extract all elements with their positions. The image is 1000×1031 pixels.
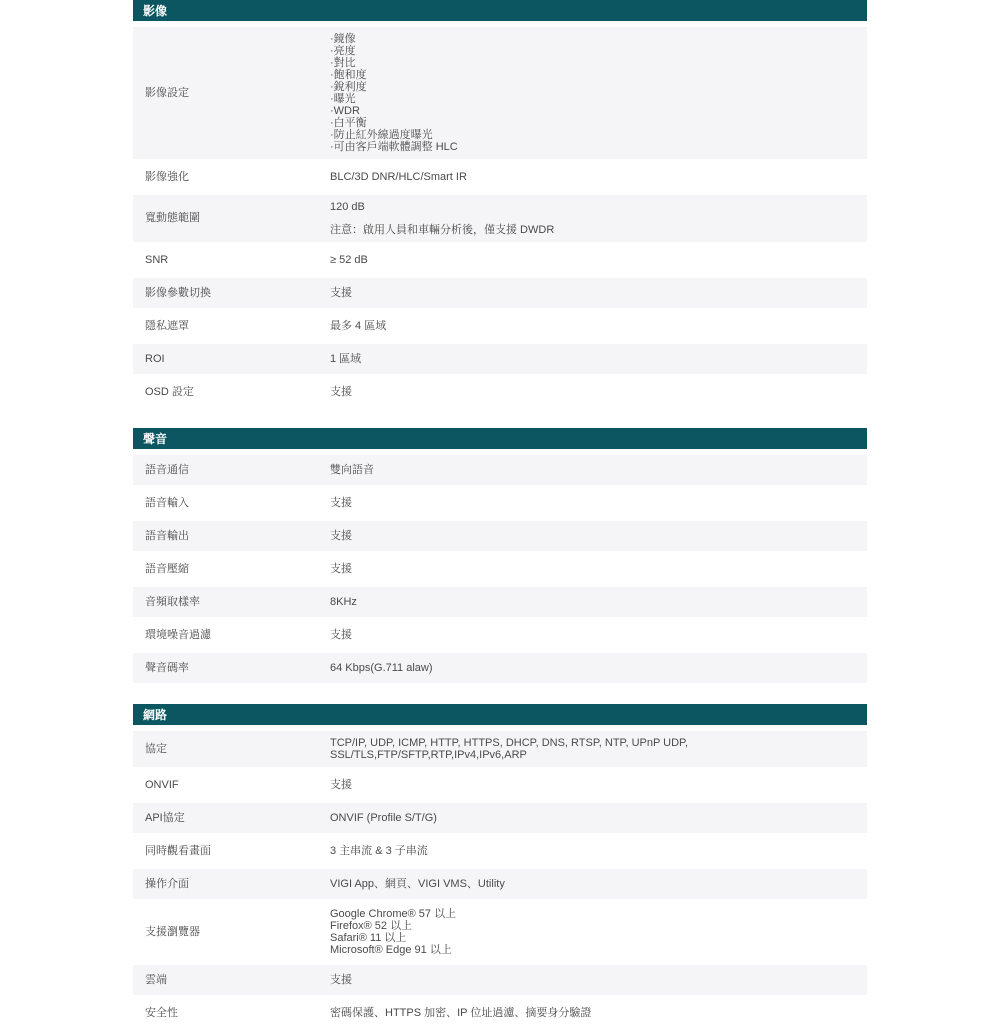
row-value bbox=[330, 353, 867, 365]
value-line: 支援 bbox=[330, 497, 352, 509]
spec-row bbox=[133, 587, 867, 617]
row-value bbox=[330, 320, 867, 332]
value-line: 8KHz bbox=[330, 596, 357, 608]
value-line: ·對比 bbox=[330, 57, 356, 69]
spec-row bbox=[133, 521, 867, 551]
section-header-image bbox=[133, 0, 867, 21]
row-label: 環境噪音過濾 bbox=[145, 628, 211, 641]
row-label: 音頻取樣率 bbox=[145, 595, 200, 608]
row-label: 操作介面 bbox=[145, 877, 189, 890]
row-label: 語音壓縮 bbox=[145, 562, 189, 575]
value-line: 支援 bbox=[330, 530, 352, 542]
row-value bbox=[330, 662, 867, 674]
row-label: 隱私遮罩 bbox=[145, 319, 189, 332]
row-label: 寬動態範圍 bbox=[145, 212, 200, 224]
row-value bbox=[330, 1007, 867, 1019]
spec-row bbox=[133, 488, 867, 518]
value-line: Google Chrome® 57 以上 bbox=[330, 908, 457, 920]
row-label: 雲端 bbox=[145, 973, 167, 986]
spec-row bbox=[133, 998, 867, 1028]
row-label: 影像強化 bbox=[145, 170, 189, 183]
spec-row bbox=[133, 344, 867, 374]
row-value bbox=[330, 629, 867, 641]
spec-row bbox=[133, 245, 867, 275]
value-line: ·飽和度 bbox=[330, 69, 367, 81]
row-label: ROI bbox=[145, 352, 165, 365]
row-value bbox=[330, 878, 867, 890]
row-value bbox=[330, 737, 867, 761]
section-audio bbox=[133, 428, 867, 683]
spec-row bbox=[133, 770, 867, 800]
row-label: 支援瀏覽器 bbox=[145, 925, 200, 938]
row-value bbox=[330, 530, 867, 542]
value-line: TCP/IP, UDP, ICMP, HTTP, HTTPS, DHCP, DNS, RTSP, NTP, UPnP UDP, SSL/TLS,FTP/SFTP,RTP,IPv4,IPv6,ARP bbox=[330, 737, 692, 761]
section-header-audio bbox=[133, 428, 867, 449]
value-line: 支援 bbox=[330, 386, 352, 398]
row-label: 影像設定 bbox=[145, 86, 189, 99]
value-line: ·曝光 bbox=[330, 93, 356, 105]
value-line: 1 區域 bbox=[330, 353, 362, 365]
value-line: ·鏡像 bbox=[330, 33, 356, 45]
value-line: 支援 bbox=[330, 287, 352, 299]
section-network bbox=[133, 704, 867, 1028]
spec-row bbox=[133, 836, 867, 866]
value-line: ·WDR bbox=[330, 105, 360, 117]
value-line: VIGI App、網頁、VIGI VMS、Utility bbox=[330, 878, 505, 890]
row-label: SNR bbox=[145, 253, 169, 266]
spec-row bbox=[133, 653, 867, 683]
value-line: ONVIF (Profile S/T/G) bbox=[330, 812, 437, 824]
row-label: 同時觀看畫面 bbox=[145, 844, 211, 857]
row-value bbox=[330, 497, 867, 509]
value-line: 支援 bbox=[330, 563, 352, 575]
row-label: OSD 設定 bbox=[145, 385, 194, 398]
row-label: 協定 bbox=[145, 742, 167, 755]
value-line: 最多 4 區域 bbox=[330, 320, 387, 332]
row-value bbox=[330, 845, 867, 857]
row-value bbox=[330, 779, 867, 791]
value-line: 64 Kbps(G.711 alaw) bbox=[330, 662, 433, 674]
row-label: 影像參數切換 bbox=[145, 286, 211, 299]
value-line: ·防止紅外線過度曝光 bbox=[330, 129, 433, 141]
spec-row bbox=[133, 902, 867, 962]
value-line: 支援 bbox=[330, 779, 352, 791]
spec-row bbox=[133, 455, 867, 485]
spec-row bbox=[133, 965, 867, 995]
row-label: ONVIF bbox=[145, 778, 179, 791]
row-value bbox=[330, 596, 867, 608]
value-line: ≥ 52 dB bbox=[330, 254, 368, 266]
row-label: 語音通信 bbox=[145, 463, 189, 476]
spec-row bbox=[133, 620, 867, 650]
row-value bbox=[330, 386, 867, 398]
value-line: Safari® 11 以上 bbox=[330, 932, 407, 944]
value-line: ·可由客戶端軟體調整 HLC bbox=[330, 141, 458, 153]
row-value bbox=[330, 974, 867, 986]
row-value bbox=[330, 287, 867, 299]
value-line: BLC/3D DNR/HLC/Smart IR bbox=[330, 171, 467, 183]
spec-row bbox=[133, 195, 867, 242]
spec-row bbox=[133, 554, 867, 584]
value-line: 3 主串流 & 3 子串流 bbox=[330, 845, 428, 857]
value-line: Firefox® 52 以上 bbox=[330, 920, 413, 932]
value-line: ·銳利度 bbox=[330, 81, 367, 93]
section-title: 影像 bbox=[143, 4, 168, 18]
row-label: API協定 bbox=[145, 811, 185, 824]
row-label: 語音輸入 bbox=[145, 496, 189, 509]
value-line: 120 dB bbox=[330, 201, 365, 213]
value-line: 注意：啟用人員和車輛分析後，僅支援 DWDR bbox=[330, 224, 555, 236]
value-line: 支援 bbox=[330, 629, 352, 641]
row-value bbox=[330, 33, 867, 153]
section-header-network bbox=[133, 704, 867, 725]
row-value bbox=[330, 201, 867, 236]
value-line: 雙向語音 bbox=[330, 464, 374, 476]
section-image bbox=[133, 0, 867, 407]
spec-row bbox=[133, 278, 867, 308]
row-label: 語音輸出 bbox=[145, 529, 189, 542]
spec-row bbox=[133, 803, 867, 833]
row-label: 安全性 bbox=[145, 1006, 178, 1019]
value-line: 支援 bbox=[330, 974, 352, 986]
section-title: 網路 bbox=[143, 708, 168, 722]
spec-row bbox=[133, 311, 867, 341]
value-line: Microsoft® Edge 91 以上 bbox=[330, 944, 452, 956]
spec-row bbox=[133, 162, 867, 192]
row-value bbox=[330, 171, 867, 183]
row-value bbox=[330, 563, 867, 575]
row-label: 聲音碼率 bbox=[145, 661, 189, 674]
row-value bbox=[330, 254, 867, 266]
row-value bbox=[330, 908, 867, 956]
row-value bbox=[330, 812, 867, 824]
spec-row bbox=[133, 731, 867, 767]
spec-row bbox=[133, 377, 867, 407]
value-line: 密碼保護、HTTPS 加密、IP 位址過濾、摘要身分驗證 bbox=[330, 1007, 592, 1019]
spec-table bbox=[133, 0, 867, 1031]
spec-row bbox=[133, 27, 867, 159]
row-value bbox=[330, 464, 867, 476]
value-line: ·亮度 bbox=[330, 45, 356, 57]
spec-row bbox=[133, 869, 867, 899]
value-line: ·白平衡 bbox=[330, 117, 367, 129]
section-title: 聲音 bbox=[143, 432, 168, 446]
